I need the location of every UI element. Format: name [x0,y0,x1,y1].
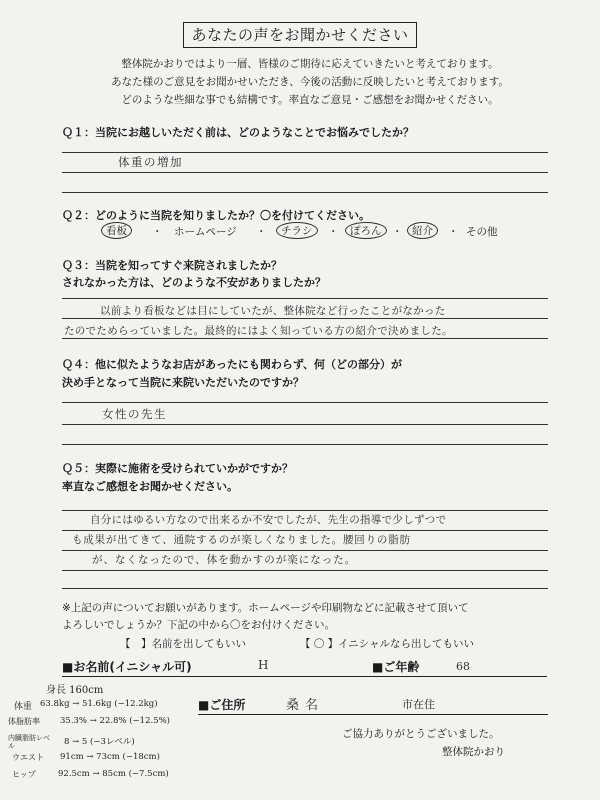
choice-bullet: ・ [448,226,459,238]
answer-line [62,588,548,589]
choice-bullet: ・ [328,226,339,238]
notice-line-1: ※上記の声についてお願いがあります。ホームページや印刷物などに記載させて頂いて [62,602,469,614]
height-note: 身長 160cm [46,685,104,696]
publication-notice [62,600,469,634]
choice-poron[interactable]: ぽろん [345,222,387,239]
age-label: ■ご年齢 [372,660,420,674]
q2-question: Ｑ２：どのように当院を知りましたか？〇を付けてください。 [62,209,370,222]
name-value[interactable]: H [258,658,269,672]
q3-question-line-1: Ｑ３：当院を知ってすぐ来院されましたか？ [62,259,282,272]
notice-line-2: よろしいでしょうか？下記の中から〇をお付けください。 [62,619,335,631]
answer-line [62,510,548,511]
choice-homepage[interactable]: ホームページ [174,226,237,238]
hip-note: 92.5cm → 85cm (−7.5cm) [58,769,169,779]
q1-question: Ｑ１：当院にお越しいただく前は、どのようなことでお悩みでしたか？ [62,126,414,139]
q4-question-line-1: Ｑ４：他に似たようなお店があったにも関わらず、何（どの部分）が [62,358,403,371]
answer-line [62,402,548,403]
q5-answer-line-3[interactable]: が、なくなったので、体を動かすのが楽になった。 [92,554,357,566]
consent-option-initials[interactable]: 【 〇 】イニシャルなら出してもいい [300,638,475,650]
visceral-label: 内臓脂肪レベル [8,734,50,750]
choice-bullet: ・ [152,226,163,238]
intro-line-1: 整体院かおりではより一層、皆様のご期待に応えていきたいと考えております。 [121,58,499,70]
answer-line [62,550,548,551]
q3-question-line-2: されなかった方は、どのような不安がありましたか？ [62,276,326,289]
clinic-name: 整体院かおり [442,746,505,758]
q2-choices [96,224,556,246]
weight-label: 体重 [14,702,33,712]
answer-line [62,444,548,445]
bodyfat-label: 体脂肪率 [8,717,40,726]
name-underline [62,676,547,677]
answer-line [62,298,548,299]
intro-text [70,55,550,109]
choice-signboard[interactable]: 看板 [101,222,132,239]
q5-question-line-2: 率直なご感想をお聞かせください。 [62,480,238,493]
waist-label: ウエスト [12,753,44,762]
bodyfat-note: 35.3% → 22.8% (−12.5%) [60,716,170,726]
q5-answer-line-1[interactable]: 自分にはゆるい方なので出来るか不安でしたが、先生の指導で少しずつで [90,514,447,526]
answer-line [62,338,548,339]
address-suffix: 市在住 [402,698,435,711]
intro-line-3: どのような些細な事でも結構です。率直なご意見・ご感想をお聞かせください。 [121,94,499,106]
page-title: あなたの声をお聞かせください [183,22,417,48]
weight-note: 63.8kg → 51.6kg (−12.2kg) [40,699,158,709]
q3-answer-line-1[interactable]: 以前より看板などは目にしていたが、整体院など行ったことがなかった [100,305,446,317]
q3-answer-line-2[interactable]: たのでためらっていました。最終的にはよく知っている方の紹介で決めました。 [64,325,453,337]
choice-referral[interactable]: 紹介 [407,222,438,239]
consent-option-name[interactable]: 【 】名前を出してもいい [120,638,246,650]
answer-line [62,192,548,193]
q5-question-line-1: Ｑ５：実際に施術を受けられていかがですか？ [62,462,293,475]
intro-line-2: あなた様のご意見をお聞かせいただき、今後の活動に反映したいと考えております。 [111,76,509,88]
answer-line [62,152,548,153]
age-value[interactable]: 68 [456,660,470,673]
answer-line [62,424,548,425]
choice-bullet: ・ [256,226,267,238]
q4-answer[interactable]: 女性の先生 [102,407,167,421]
answer-line [62,570,548,571]
q4-question-line-2: 決め手となって当院に来院いただいたのですか？ [62,376,304,389]
address-underline [198,714,548,715]
choice-bullet: ・ [392,226,403,238]
name-label: ■お名前(イニシャル可) [62,660,192,674]
visceral-note: 8 → 5 (−3レベル) [64,737,135,747]
answer-line [62,172,548,173]
answer-line [62,318,548,319]
choice-other[interactable]: その他 [466,226,498,238]
address-label: ■ご住所 [198,698,246,712]
answer-line [62,530,548,531]
hip-label: ヒップ [12,770,36,779]
q5-answer-line-2[interactable]: も成果が出てきて、通院するのが楽しくなりました。腰回りの脂肪 [72,534,411,546]
choice-flyer[interactable]: チラシ [276,222,318,239]
q1-answer[interactable]: 体重の増加 [118,155,183,169]
waist-note: 91cm → 73cm (−18cm) [60,752,160,762]
thanks-message: ご協力ありがとうございました。 [342,728,500,740]
address-value[interactable]: 桑名 [286,698,325,713]
